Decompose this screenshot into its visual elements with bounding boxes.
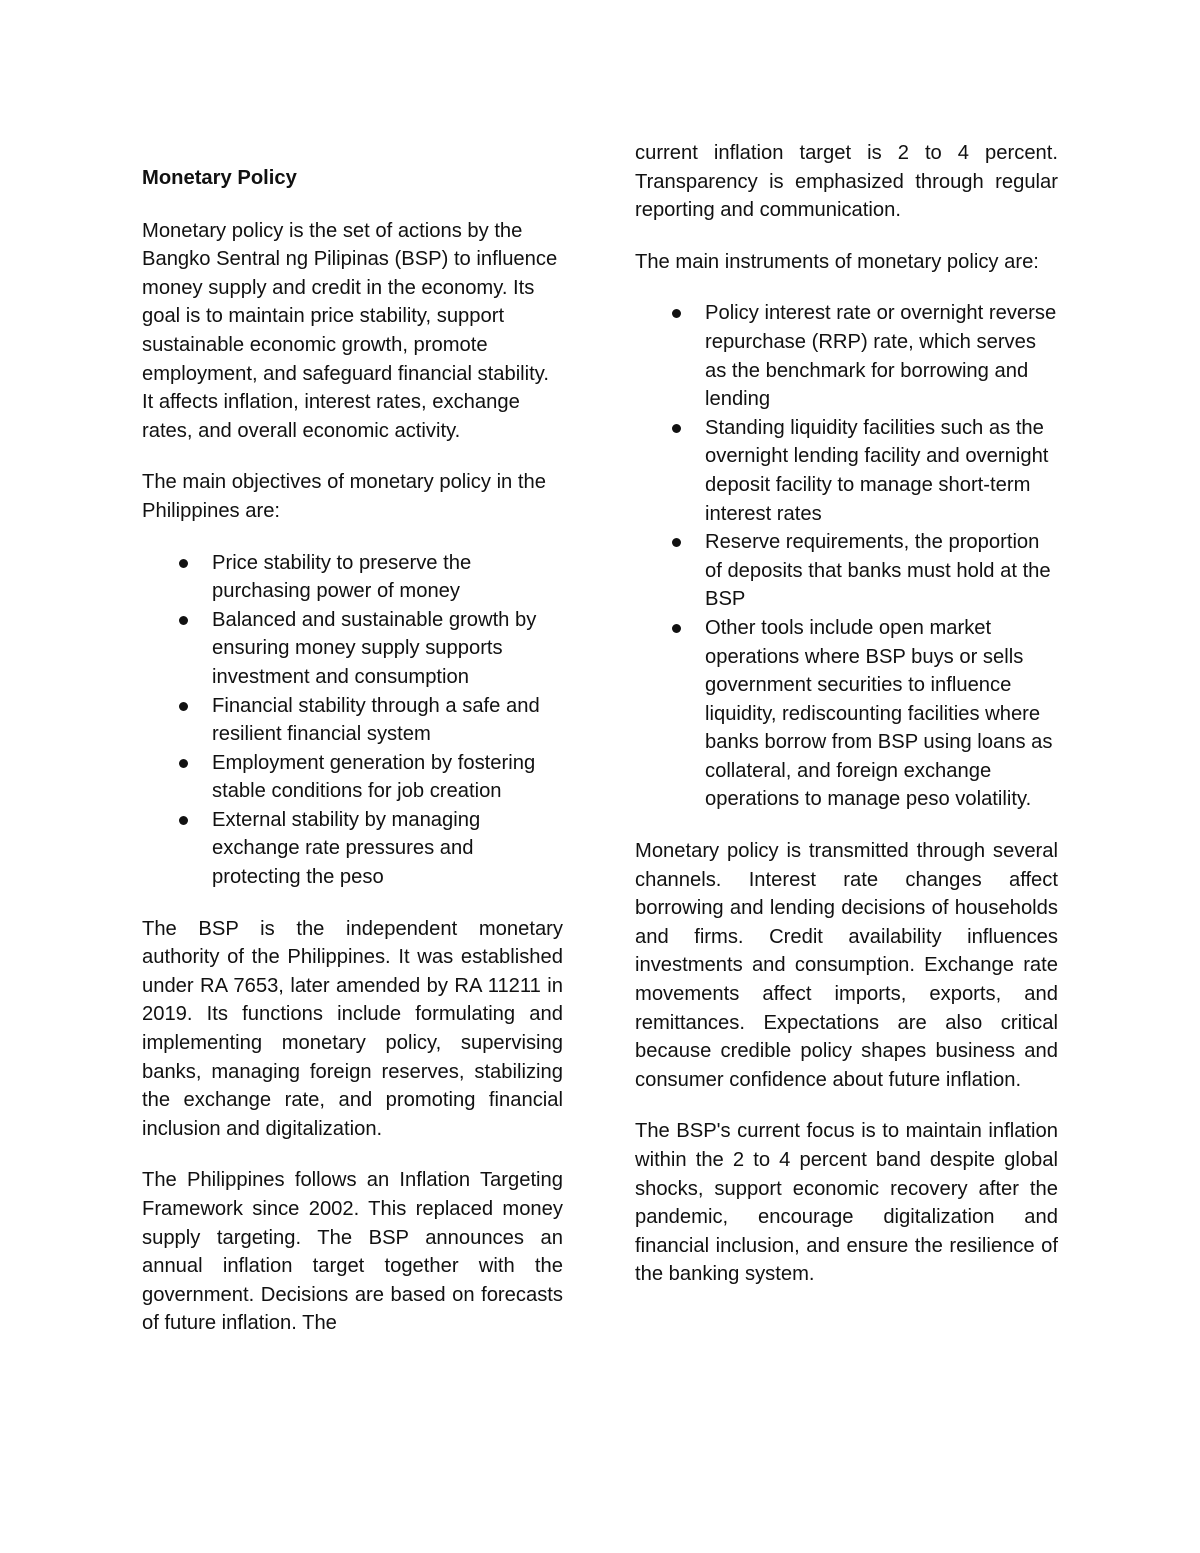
list-item [142,606,563,692]
bullet-icon [672,624,681,633]
bullet-icon [672,309,681,318]
bullet-icon [179,616,188,625]
list-item-text: Other tools include open market operations where BSP buys or sells government securities to influence liquidity, rediscounting facilities where banks borrow from BSP using loans as collateral, and foreign exchange operations to manage peso volatility. [705,616,1053,811]
bullet-icon [672,424,681,433]
list-item-text: Policy interest rate or overnight reverse repurchase (RRP) rate, which serves as the benchmark for borrowing and lending [705,302,1057,411]
page-title: Monetary Policy [142,167,297,189]
right-column [635,139,1058,1312]
list-item-text: Reserve requirements, the proportion of deposits that banks must hold at the BSP [705,531,1051,611]
bullet-icon [179,559,188,568]
list-item [142,692,563,749]
intro-paragraph: Monetary policy is the set of actions by the Bangko Sentral ng Pilipinas (BSP) to influence money supply and credit in the economy. Its goal is to maintain price stability, support sustainable economic growth, promote employment, and safeguard financial stability. It affects inflation, interest rates, exchange rates, and overall economic activity. [142,219,558,442]
list-item-text: Financial stability through a safe and resilient financial system [212,694,540,746]
bsp-paragraph: The BSP is the independent monetary authority of the Philippines. It was established under RA 7653, later amended by RA 11211 in 2019. Its functions include formulating and implementing monetary policy, supervising banks, managing foreign reserves, stabilizing the exchange rate, and promoting financial inclusion and digitalization. [142,917,563,1140]
itf-continued-paragraph: current inflation target is 2 to 4 percent. Transparency is emphasized through regular reporting and communication. [635,142,1058,222]
list-item [635,299,1058,413]
list-item [142,549,563,606]
bullet-icon [179,702,188,711]
itf-paragraph: The Philippines follows an Inflation Targeting Framework since 2002. This replaced money supply targeting. The BSP announces an annual inflation target together with the government. Decisions are based on forecasts of future inflation. The [142,1169,563,1335]
list-item-text: Employment generation by fostering stable conditions for job creation [212,751,536,803]
list-item [635,614,1058,814]
objectives-list [142,549,563,892]
instruments-lead: The main instruments of monetary policy are: [635,250,1039,273]
list-item [142,749,563,806]
list-item [635,414,1058,528]
focus-paragraph: The BSP's current focus is to maintain inflation within the 2 to 4 percent band despite global shocks, support economic recovery after the pandemic, encourage digitalization and financial inclusion, and ensure the resilience of the banking system. [635,1120,1058,1286]
bullet-icon [179,759,188,768]
objectives-lead: The main objectives of monetary policy in the Philippines are: [142,471,546,522]
list-item-text: Balanced and sustainable growth by ensuring money supply supports investment and consumption [212,608,537,688]
list-item-text: Price stability to preserve the purchasing power of money [212,551,472,603]
left-column [142,138,563,1361]
list-item [635,528,1058,614]
instruments-list [635,299,1058,814]
list-item [142,806,563,892]
list-item-text: External stability by managing exchange rate pressures and protecting the peso [212,808,481,889]
transmission-paragraph: Monetary policy is transmitted through several channels. Interest rate changes affect borrowing and lending decisions of households and firms. Credit availability influences investments and consumption. Exchange rate movements affect imports, exports, and remittances. Expectations are also critical because credible policy shapes business and consumer confidence about future inflation. [635,840,1058,1091]
bullet-icon [672,538,681,547]
bullet-icon [179,816,188,825]
list-item-text: Standing liquidity facilities such as the overnight lending facility and overnight deposit facility to manage short-term interest rates [705,416,1049,525]
